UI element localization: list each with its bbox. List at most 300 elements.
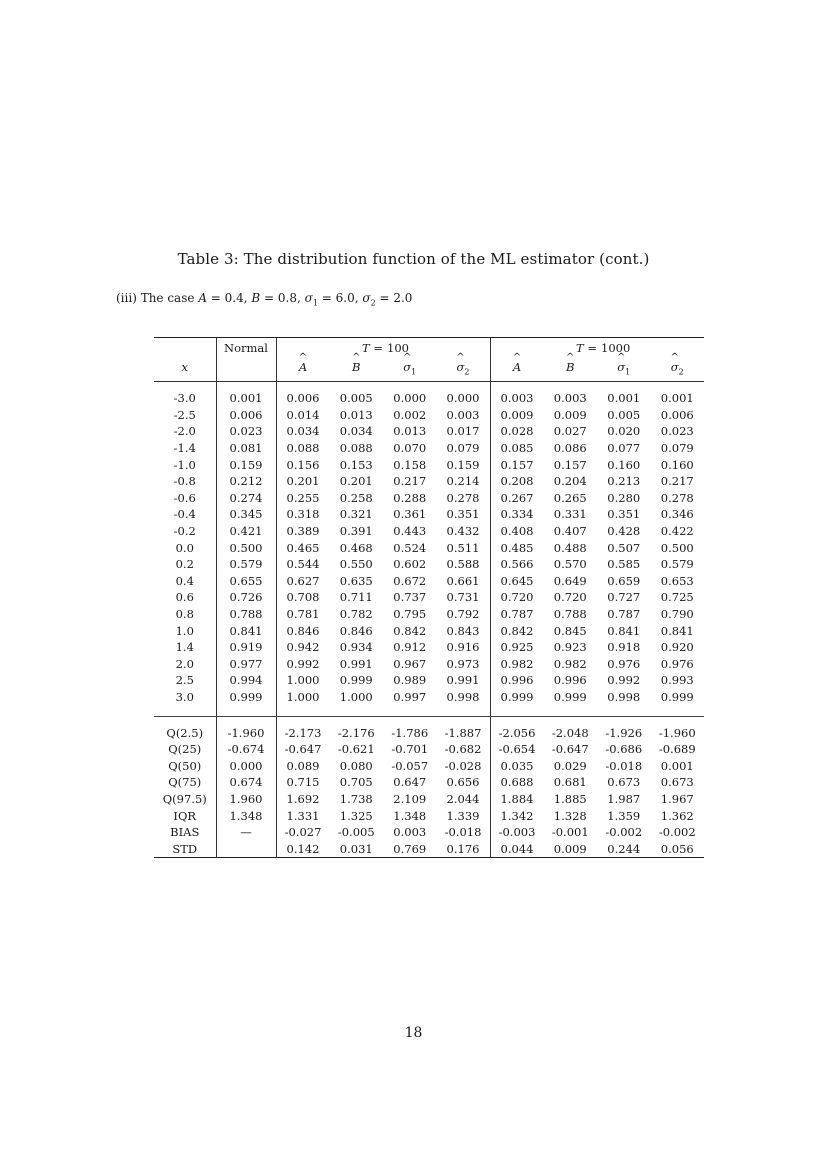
spacer-cell: [437, 382, 491, 391]
value-cell: -0.674: [216, 741, 276, 758]
value-cell: 0.737: [393, 590, 427, 605]
value-cell: 0.788: [553, 607, 587, 622]
value-cell: 0.649: [553, 573, 587, 588]
spacer-cell: [216, 382, 276, 391]
value-cell: 0.334: [490, 506, 544, 523]
value-cell: 0.715: [276, 774, 330, 791]
value-cell: 0.204: [553, 474, 587, 489]
row-label: 3.0: [175, 689, 194, 704]
value-cell: 0.792: [446, 607, 480, 622]
cdf-row: [154, 606, 704, 623]
row-label: 0.0: [175, 540, 194, 555]
value-cell: -0.686: [605, 742, 643, 757]
value-cell: -1.960: [658, 725, 696, 740]
header-x: x: [154, 358, 216, 382]
row-label: BIAS: [170, 825, 200, 840]
value-cell: 0.468: [339, 540, 373, 555]
row-label: -0.4: [173, 507, 196, 522]
value-cell: 0.585: [607, 557, 641, 572]
value-cell: 0.255: [276, 490, 330, 507]
value-cell: 0.000: [446, 391, 480, 406]
table-caption: Table 3: The distribution function of the ML estimator (cont.): [177, 250, 650, 268]
value-cell: 0.725: [660, 590, 694, 605]
value-cell: 0.023: [216, 423, 276, 440]
value-cell: 0.787: [490, 606, 544, 623]
value-cell: 0.500: [660, 540, 694, 555]
cdf-row: [154, 589, 704, 606]
value-cell: 0.991: [339, 656, 373, 671]
value-cell: 0.602: [393, 557, 427, 572]
value-cell: 0.647: [393, 775, 427, 790]
value-cell: 0.842: [393, 623, 427, 638]
case-sigma1-subscript: 1: [312, 298, 318, 308]
value-cell: 0.991: [446, 673, 480, 688]
spacer-cell: [216, 716, 276, 725]
section-separator: [154, 706, 704, 717]
spacer-cell: [276, 382, 330, 391]
stat-row: [154, 774, 704, 791]
value-cell: 0.841: [607, 623, 641, 638]
value-cell: 0.088: [339, 441, 373, 456]
value-cell: 0.212: [216, 473, 276, 490]
value-cell: 0.923: [553, 640, 587, 655]
value-cell: 2.044: [446, 791, 480, 806]
value-cell: 0.213: [607, 474, 641, 489]
row-label: IQR: [173, 808, 197, 823]
value-cell: -1.786: [391, 725, 429, 740]
value-cell: -2.048: [551, 725, 589, 740]
spacer-cell: [437, 706, 491, 717]
spacer-row: [154, 716, 704, 725]
value-cell: 0.727: [607, 590, 641, 605]
value-cell: 0.079: [446, 441, 480, 456]
value-cell: 0.769: [383, 841, 437, 858]
row-label: -1.0: [173, 457, 196, 472]
value-cell: 0.579: [216, 556, 276, 573]
value-cell: 0.034: [339, 424, 373, 439]
row-label: 1.0: [175, 623, 194, 638]
header-t-label-100: T =: [330, 338, 384, 359]
stat-row: [154, 841, 704, 858]
value-cell: 1.967: [660, 791, 694, 806]
value-cell: 0.005: [339, 391, 373, 406]
value-cell: 0.661: [446, 573, 480, 588]
value-cell: 0.579: [660, 557, 694, 572]
value-cell: 1.325: [339, 808, 373, 823]
value-cell: 0.274: [216, 490, 276, 507]
cdf-row: [154, 473, 704, 490]
value-cell: 0.934: [339, 640, 373, 655]
stat-row: [154, 791, 704, 808]
value-cell: 0.787: [607, 607, 641, 622]
case-sigma1-value: 6.0: [335, 291, 355, 305]
value-cell: -0.701: [391, 742, 429, 757]
row-label: Q(97.5): [162, 791, 207, 806]
value-cell: 0.999: [553, 689, 587, 704]
value-cell: 0.070: [393, 441, 427, 456]
spacer-cell: [216, 706, 276, 717]
row-label: Q(75): [168, 775, 202, 790]
cdf-row: [154, 523, 704, 540]
value-cell: 0.214: [446, 474, 480, 489]
value-cell: 1.960: [216, 791, 276, 808]
row-label: -2.0: [173, 424, 196, 439]
value-cell: 1.342: [490, 808, 544, 825]
case-a-value: 0.4: [224, 291, 244, 305]
value-cell: 0.056: [651, 841, 705, 858]
value-cell: 0.432: [446, 524, 480, 539]
value-cell: -0.028: [444, 758, 482, 773]
value-cell: 0.029: [553, 758, 587, 773]
row-label: 0.4: [175, 573, 194, 588]
value-cell: 0.157: [490, 457, 544, 474]
value-cell: 1.885: [553, 791, 587, 806]
value-cell: 0.790: [660, 607, 694, 622]
row-label: 0.2: [175, 557, 194, 572]
value-cell: 0.635: [339, 573, 373, 588]
value-cell: 0.781: [276, 606, 330, 623]
value-cell: 0.157: [553, 457, 587, 472]
value-cell: 0.013: [393, 424, 427, 439]
value-cell: 0.989: [393, 673, 427, 688]
row-label: 2.5: [175, 673, 194, 688]
value-cell: 0.674: [216, 774, 276, 791]
row-label: -0.8: [173, 474, 196, 489]
value-cell: 0.843: [446, 623, 480, 638]
value-cell: 0.788: [216, 606, 276, 623]
value-cell: 0.967: [393, 656, 427, 671]
value-cell: 0.258: [339, 490, 373, 505]
cdf-row: [154, 623, 704, 640]
value-cell: 0.005: [607, 407, 641, 422]
value-cell: 0.159: [446, 457, 480, 472]
value-cell: 1.000: [276, 672, 330, 689]
value-cell: 0.017: [446, 424, 480, 439]
value-cell: 0.916: [446, 640, 480, 655]
value-cell: -0.001: [551, 825, 589, 840]
value-cell: 0.846: [276, 623, 330, 640]
value-cell: 0.009: [553, 407, 587, 422]
value-cell: 0.726: [216, 589, 276, 606]
spacer-cell: [651, 706, 705, 717]
cdf-row: [154, 423, 704, 440]
value-cell: 0.782: [339, 607, 373, 622]
spacer-cell: [154, 382, 216, 391]
header-sigma2-hat-1000: ^ $\sigma_2$: [651, 358, 705, 382]
value-cell: 0.044: [490, 841, 544, 858]
row-label: Q(25): [168, 742, 202, 757]
results-table-container: [154, 337, 704, 858]
value-cell: 0.318: [276, 506, 330, 523]
value-cell: 0.845: [553, 623, 587, 638]
value-cell: 0.998: [607, 689, 641, 704]
value-cell: 0.550: [339, 557, 373, 572]
row-label: 0.6: [175, 590, 194, 605]
value-cell: 0.351: [446, 507, 480, 522]
value-cell: 0.422: [660, 524, 694, 539]
value-cell: 1.884: [490, 791, 544, 808]
value-cell: 0.996: [490, 672, 544, 689]
value-cell: 1.362: [660, 808, 694, 823]
value-cell: -1.887: [444, 725, 482, 740]
value-cell: -0.689: [658, 742, 696, 757]
cdf-row: [154, 639, 704, 656]
value-cell: -2.056: [490, 725, 544, 742]
value-cell: 0.085: [490, 440, 544, 457]
value-cell: 0.153: [339, 457, 373, 472]
value-cell: 0.973: [446, 656, 480, 671]
value-cell: 0.009: [544, 841, 598, 858]
value-cell: 0.912: [393, 640, 427, 655]
value-cell: 0.031: [330, 841, 384, 858]
value-cell: 0.003: [490, 390, 544, 407]
value-cell: 1.328: [553, 808, 587, 823]
value-cell: 0.081: [216, 440, 276, 457]
cdf-row: [154, 689, 704, 706]
value-cell: -0.003: [490, 824, 544, 841]
value-cell: 0.280: [607, 490, 641, 505]
row-label: Q(2.5): [166, 725, 204, 740]
value-cell: 0.841: [216, 623, 276, 640]
value-cell: 0.160: [607, 457, 641, 472]
value-cell: 0.485: [490, 540, 544, 557]
cdf-row: [154, 457, 704, 474]
header-t-value-100: 100: [383, 338, 437, 359]
value-cell: 0.999: [660, 689, 694, 704]
value-cell: 0.720: [490, 589, 544, 606]
cdf-row: [154, 540, 704, 557]
value-cell: 0.079: [660, 441, 694, 456]
value-cell: 0.009: [490, 407, 544, 424]
value-cell: 0.942: [276, 639, 330, 656]
spacer-cell: [330, 716, 384, 725]
spacer-cell: [597, 716, 651, 725]
value-cell: 2.109: [393, 791, 427, 806]
spacer-row: [154, 382, 704, 391]
header-a-hat-100: ^ A: [276, 358, 330, 382]
value-cell: 0.842: [490, 623, 544, 640]
value-cell: 0.156: [276, 457, 330, 474]
value-cell: 0.673: [607, 775, 641, 790]
value-cell: 1.987: [607, 791, 641, 806]
value-cell: -0.005: [337, 825, 375, 840]
value-cell: 0.000: [216, 758, 276, 775]
value-cell: 0.001: [607, 391, 641, 406]
value-cell: 0.997: [393, 689, 427, 704]
value-cell: 0.720: [553, 590, 587, 605]
value-cell: 0.201: [339, 474, 373, 489]
value-cell: 0.918: [607, 640, 641, 655]
header-t-value-1000: 1000: [597, 338, 651, 359]
value-cell: 0.653: [660, 573, 694, 588]
row-label: 2.0: [175, 656, 194, 671]
value-cell: 0.034: [276, 423, 330, 440]
value-cell: 0.278: [446, 490, 480, 505]
value-cell: 0.001: [216, 390, 276, 407]
cdf-row: [154, 573, 704, 590]
case-a-symbol: A: [198, 291, 207, 305]
value-cell: 0.976: [607, 656, 641, 671]
stat-row: [154, 741, 704, 758]
value-cell: 0.321: [339, 507, 373, 522]
value-cell: 0.999: [216, 689, 276, 706]
value-cell: 1.348: [216, 808, 276, 825]
spacer-cell: [597, 382, 651, 391]
value-cell: 0.511: [446, 540, 480, 555]
value-cell: 0.488: [553, 540, 587, 555]
value-cell: 1.348: [393, 808, 427, 823]
value-cell: 0.465: [276, 540, 330, 557]
value-cell: 0.408: [490, 523, 544, 540]
value-cell: 1.000: [339, 689, 373, 704]
value-cell: 0.278: [660, 490, 694, 505]
value-cell: 0.919: [216, 639, 276, 656]
spacer-cell: [154, 706, 216, 717]
header-t-label-1000: T =: [544, 338, 598, 359]
value-cell: 0.331: [553, 507, 587, 522]
spacer-cell: [544, 706, 598, 717]
value-cell: 0.992: [276, 656, 330, 673]
value-cell: -0.018: [605, 758, 643, 773]
row-label: -3.0: [173, 391, 196, 406]
value-cell: 0.001: [660, 758, 694, 773]
value-cell: 0.003: [446, 407, 480, 422]
value-cell: 0.673: [660, 775, 694, 790]
value-cell: -0.647: [276, 741, 330, 758]
header-row-estimators: [154, 358, 704, 382]
value-cell: 0.351: [607, 507, 641, 522]
value-cell: -0.682: [444, 742, 482, 757]
header-sigma1-hat-1000: ^ $\sigma_1$: [597, 358, 651, 382]
row-label: Q(50): [168, 758, 202, 773]
stat-row: [154, 824, 704, 841]
spacer-cell: [490, 706, 544, 717]
value-cell: 0.020: [607, 424, 641, 439]
value-cell: 0.421: [216, 523, 276, 540]
value-cell: 0.659: [607, 573, 641, 588]
value-cell: 0.088: [276, 440, 330, 457]
value-cell: 0.688: [490, 774, 544, 791]
value-cell: 0.994: [216, 672, 276, 689]
value-cell: 0.996: [553, 673, 587, 688]
value-cell: 0.391: [339, 524, 373, 539]
value-cell: 0.176: [437, 841, 491, 858]
value-cell: 0.993: [660, 673, 694, 688]
case-b-symbol: B: [251, 291, 261, 305]
results-table: [154, 337, 704, 858]
value-cell: 0.158: [393, 457, 427, 472]
value-cell: 0.982: [490, 656, 544, 673]
value-cell: 0.841: [660, 623, 694, 638]
spacer-cell: [597, 706, 651, 717]
value-cell: 0.570: [553, 557, 587, 572]
value-cell: -0.647: [551, 742, 589, 757]
header-blank: [154, 338, 216, 359]
cdf-row: [154, 390, 704, 407]
cdf-row: [154, 490, 704, 507]
case-sigma2-symbol: σ: [362, 291, 371, 305]
cdf-row: [154, 672, 704, 689]
stat-row: [154, 808, 704, 825]
value-cell: 0.006: [660, 407, 694, 422]
spacer-cell: [383, 706, 437, 717]
stat-row: [154, 725, 704, 742]
value-cell: 1.331: [276, 808, 330, 825]
value-cell: 0.159: [216, 457, 276, 474]
spacer-cell: [330, 382, 384, 391]
value-cell: -0.027: [276, 824, 330, 841]
value-cell: 0.089: [276, 758, 330, 775]
value-cell: -1.960: [216, 725, 276, 742]
spacer-cell: [276, 706, 330, 717]
value-cell: 0.346: [660, 507, 694, 522]
header-sigma2-hat-100: ^ $\sigma_2$: [437, 358, 491, 382]
value-cell: 0.001: [660, 391, 694, 406]
value-cell: 0.013: [339, 407, 373, 422]
value-cell: 0.035: [490, 758, 544, 775]
value-cell: 0.160: [660, 457, 694, 472]
value-cell: 0.345: [216, 506, 276, 523]
header-b-hat-1000: ^ B: [544, 358, 598, 382]
value-cell: 0.795: [393, 607, 427, 622]
header-normal: Normal: [216, 338, 276, 359]
value-cell: 0.976: [660, 656, 694, 671]
value-cell: —: [216, 824, 276, 841]
value-cell: 0.711: [339, 590, 373, 605]
value-cell: -0.002: [605, 825, 643, 840]
value-cell: 0.208: [490, 473, 544, 490]
value-cell: 0.443: [393, 524, 427, 539]
value-cell: 0.566: [490, 556, 544, 573]
spacer-cell: [544, 716, 598, 725]
value-cell: 0.002: [393, 407, 427, 422]
value-cell: 0.428: [607, 524, 641, 539]
spacer-cell: [490, 716, 544, 725]
value-cell: 0.524: [393, 540, 427, 555]
value-cell: 0.655: [216, 573, 276, 590]
value-cell: 0.731: [446, 590, 480, 605]
row-label: -0.2: [173, 524, 196, 539]
value-cell: 0.028: [490, 423, 544, 440]
value-cell: [216, 841, 276, 858]
row-label: STD: [154, 841, 216, 858]
value-cell: 0.992: [607, 673, 641, 688]
value-cell: 0.217: [393, 474, 427, 489]
value-cell: 0.217: [660, 474, 694, 489]
value-cell: 0.920: [660, 640, 694, 655]
value-cell: 0.977: [216, 656, 276, 673]
case-b-value: 0.8: [277, 291, 298, 305]
value-cell: -0.018: [444, 825, 482, 840]
row-label: -2.5: [173, 407, 196, 422]
value-cell: 1.000: [276, 689, 330, 706]
value-cell: 0.003: [553, 391, 587, 406]
results-table-body: [154, 338, 704, 858]
header-sigma1-hat-100: ^ $\sigma_1$: [383, 358, 437, 382]
case-description: (iii) The case A = 0.4, B = 0.8, $\sigma_1 = 6.0$, $\sigma_2 = 2.0$: [116, 291, 413, 308]
value-cell: 0.006: [216, 407, 276, 424]
value-cell: 0.244: [597, 841, 651, 858]
case-prefix: (iii) The case: [116, 291, 195, 305]
value-cell: 0.645: [490, 573, 544, 590]
spacer-cell: [383, 716, 437, 725]
value-cell: -2.173: [276, 725, 330, 742]
value-cell: 0.999: [490, 689, 544, 706]
value-cell: -0.621: [337, 742, 375, 757]
value-cell: 1.359: [607, 808, 641, 823]
value-cell: 0.077: [607, 441, 641, 456]
value-cell: 0.014: [276, 407, 330, 424]
